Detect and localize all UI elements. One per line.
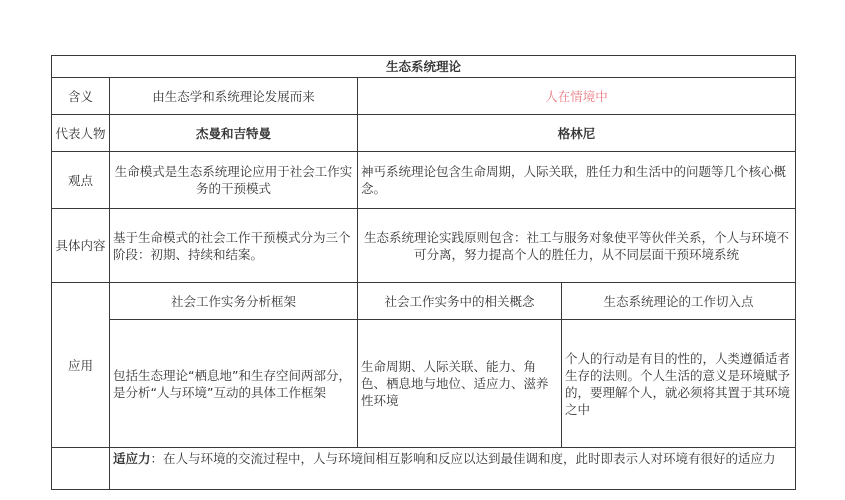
- definition-text: ：在人与环境的交流过程中，人与环境间相互影响和反应以达到最佳调和度，此时即表示人对环境有很好的适应力: [150, 451, 776, 466]
- row-label-content: 具体内容: [52, 209, 110, 283]
- ecosystem-theory-document: [51, 55, 795, 490]
- representative-left-cell: 杰曼和吉特曼: [110, 115, 358, 152]
- viewpoint-right-cell: 神丐系统理论包含生命周期，人际关联，胜任力和生活中的问题等几个核心概念。: [358, 152, 796, 209]
- application-concepts-cell: 生命周期、人际关联、能力、角色、栖息地与地位、适应力、滋养性环境: [358, 320, 562, 448]
- row-label-viewpoint: 观点: [52, 152, 110, 209]
- table-row-application-content: [52, 320, 796, 448]
- row-label-application: 应用: [52, 283, 110, 448]
- definition-term: 适应力: [113, 451, 151, 466]
- viewpoint-left-cell: 生命模式是生态系统理论应用于社会工作实务的干预模式: [110, 152, 358, 209]
- application-header-framework: 社会工作实务分析框架: [110, 283, 358, 320]
- application-entry-points-cell: 个人的行动是有目的性的，人类遵循适者生存的法则。个人生活的意义是环境赋予的，要理解个人，就必须将其置于其环境之中: [562, 320, 796, 448]
- row-label-representative: 代表人物: [52, 115, 110, 152]
- application-header-concepts: 社会工作实务中的相关概念: [358, 283, 562, 320]
- definition-label-cell: [52, 448, 110, 490]
- application-framework-cell: 包括生态理论“栖息地”和生存空间两部分，是分析“人与环境”互动的具体工作框架: [110, 320, 358, 448]
- table-row-content: [52, 209, 796, 283]
- table-title-row: [52, 56, 796, 78]
- meaning-left-cell: 由生态学和系统理论发展而来: [110, 78, 358, 115]
- table-title: 生态系统理论: [52, 56, 796, 78]
- meaning-right-cell: 人在情境中: [358, 78, 796, 115]
- table-row-definition: [52, 448, 796, 490]
- table-row-viewpoint: [52, 152, 796, 209]
- content-right-cell: 生态系统理论实践原则包含：社工与服务对象使平等伙伴关系，个人与环境不可分离，努力提高个人的胜任力，从不同层面干预环境系统: [358, 209, 796, 283]
- representative-right-cell: 格林尼: [358, 115, 796, 152]
- content-left-cell: 基于生命模式的社会工作干预模式分为三个阶段：初期、持续和结案。: [110, 209, 358, 283]
- table-row-application-headers: [52, 283, 796, 320]
- definition-cell: [110, 448, 796, 490]
- table-row-representative: [52, 115, 796, 152]
- application-header-entry-points: 生态系统理论的工作切入点: [562, 283, 796, 320]
- ecosystem-theory-table: [51, 55, 796, 490]
- table-row-meaning: [52, 78, 796, 115]
- row-label-meaning: 含义: [52, 78, 110, 115]
